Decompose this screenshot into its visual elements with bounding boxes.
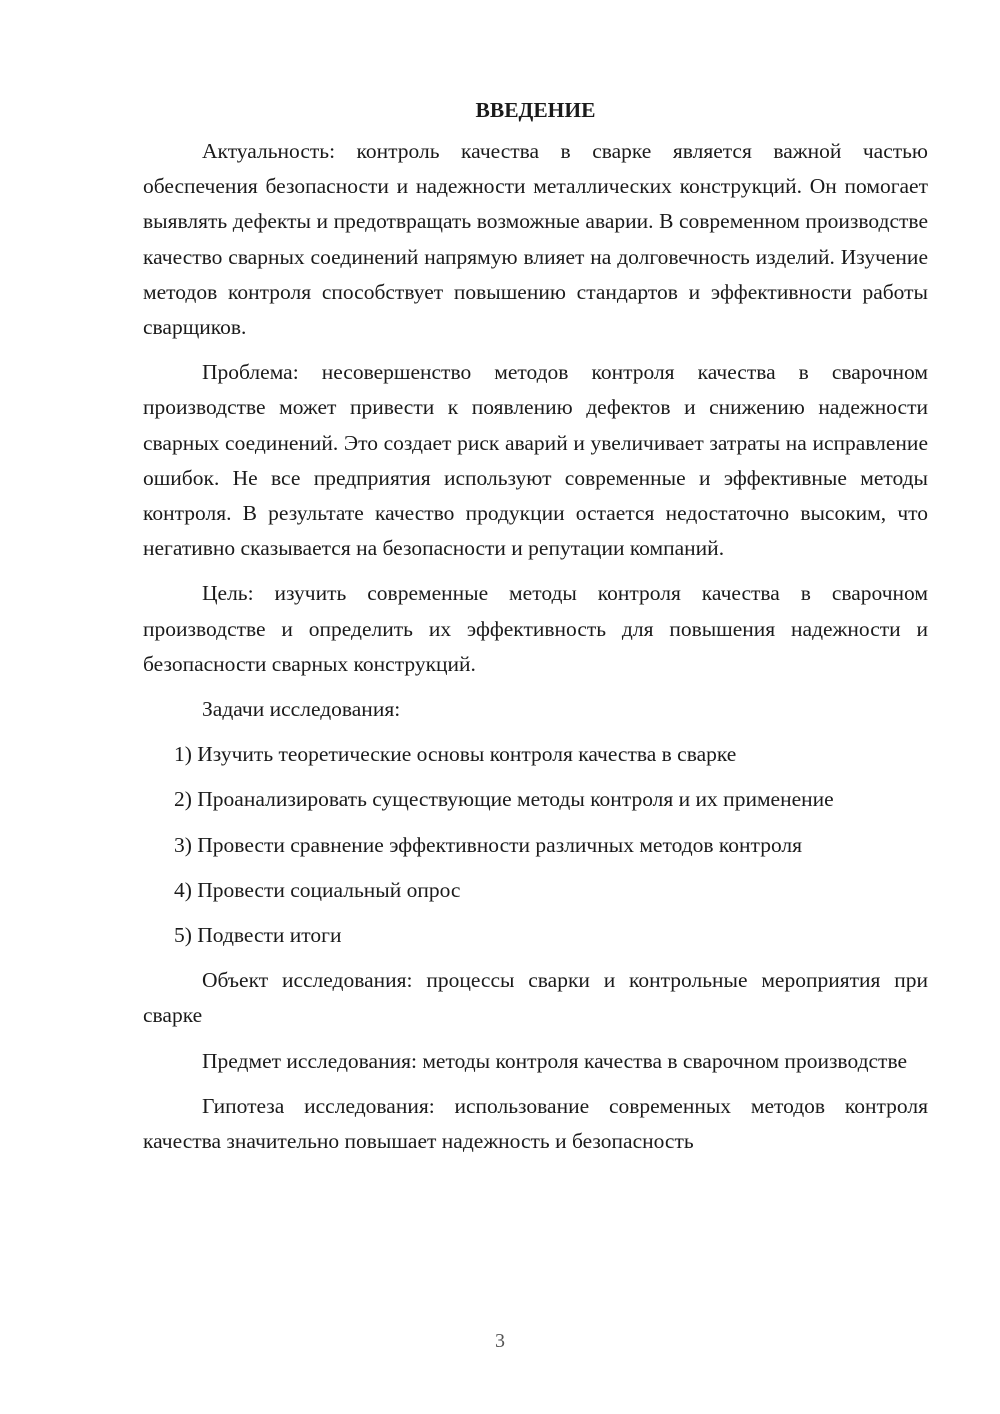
task-item-1: 1) Изучить теоретические основы контроля качества в сварке (174, 742, 737, 767)
object-paragraph: Объект исследования: процессы сварки и контрольные мероприятия при сварке (143, 968, 928, 1028)
subject-paragraph: Предмет исследования: методы контроля качества в сварочном производстве (202, 1048, 908, 1073)
goal-paragraph: Цель: изучить современные методы контроля качества в сварочном производстве и определить их эффективность для повышения надежности и безопасности сварных конструкций. (143, 581, 928, 676)
task-item-4: 4) Провести социальный опрос (174, 877, 461, 902)
section-title: ВВЕДЕНИЕ (475, 98, 596, 122)
document-page (143, 92, 928, 1169)
task-item-3: 3) Провести сравнение эффективности различных методов контроля (174, 832, 803, 857)
relevance-paragraph: Актуальность: контроль качества в сварке является важной частью обеспечения безопасности и надежности металлических конструкций. Он помогает выявлять дефекты и предотвращать возможные аварии. В современном производстве качество сварных соединений напрямую влияет на долговечность изделий. Изучение методов контроля способствует повышению стандартов и эффективности работы сварщиков. (143, 139, 928, 340)
page-number: 3 (495, 1330, 505, 1352)
tasks-heading: Задачи исследования: (202, 697, 401, 722)
hypothesis-paragraph: Гипотеза исследования: использование современных методов контроля качества значительно повышает надежность и безопасность (143, 1093, 928, 1154)
task-item-2: 2) Проанализировать существующие методы контроля и их применение (174, 787, 834, 812)
task-item-5: 5) Подвести итоги (174, 923, 342, 948)
problem-paragraph: Проблема: несовершенство методов контроля качества в сварочном производстве может привести к появлению дефектов и снижению надежности сварных соединений. Это создает риск аварий и увеличивает затраты на исправление ошибок. Не все предприятия используют современные и эффективные методы контроля. В результате качество продукции остается недостаточно высоким, что негативно сказывается на безопасности и репутации компаний. (143, 360, 928, 561)
